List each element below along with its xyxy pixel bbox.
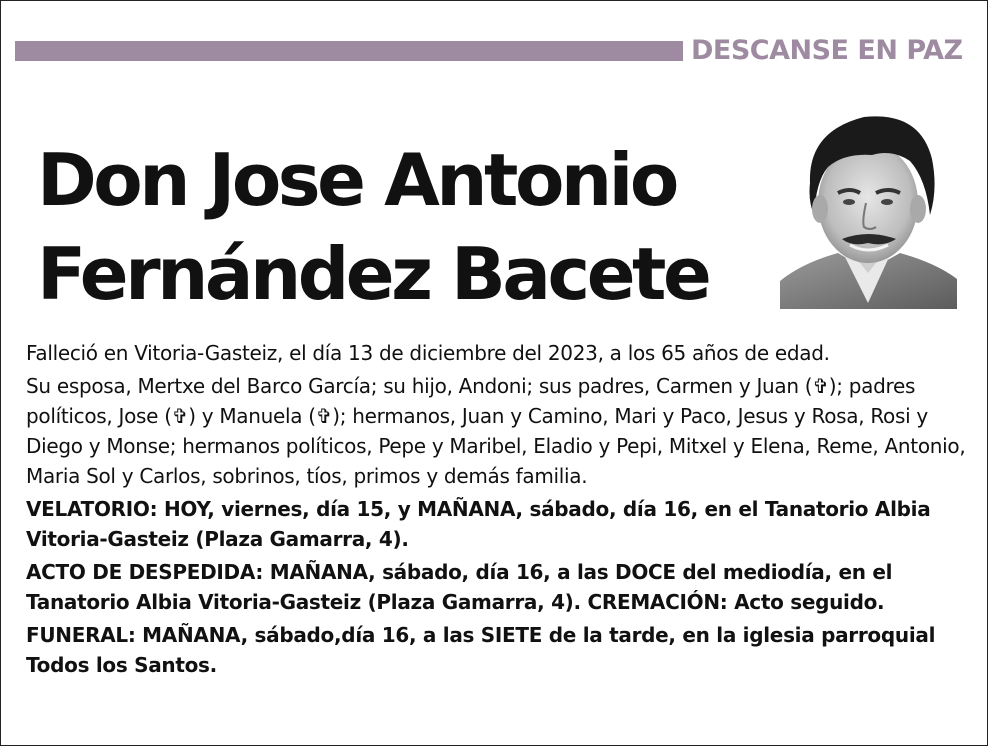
obituary-body xyxy=(26,338,966,683)
farewell-paragraph: ACTO DE DESPEDIDA: MAÑANA, sábado, día 16, a las DOCE del mediodía, en el Tanatorio Albia Vitoria-Gasteiz (Plaza Gamarra, 4). CREMACIÓN: Acto seguido. xyxy=(26,560,893,614)
name-line-2: Fernández Bacete xyxy=(37,232,709,316)
funeral-paragraph: FUNERAL: MAÑANA, sábado,día 16, a las SIETE de la tarde, en la iglesia parroquial Todos los Santos. xyxy=(26,623,936,677)
name-line-1: Don Jose Antonio xyxy=(37,138,676,222)
deceased-name xyxy=(37,133,737,321)
wake-paragraph: VELATORIO: HOY, viernes, día 15, y MAÑANA, sábado, día 16, en el Tanatorio Albia Vitoria-Gasteiz (Plaza Gamarra, 4). xyxy=(26,497,931,551)
section-kicker: DESCANSE EN PAZ xyxy=(691,35,963,66)
death-notice-paragraph: Falleció en Vitoria-Gasteiz, el día 13 de diciembre del 2023, a los 65 años de edad. xyxy=(26,341,830,365)
header-rule xyxy=(15,41,683,61)
portrait-photo xyxy=(780,103,957,309)
family-paragraph: Su esposa, Mertxe del Barco García; su hijo, Andoni; sus padres, Carmen y Juan (✞); padres políticos, Jose (✞) y Manuela (✞); hermanos, Juan y Camino, Mari y Paco, Jesus y Rosa, Rosi y Diego y Monse; hermanos políticos, Pepe y Maribel, Eladio y Pepi, Mitxel y Elena, Reme, Antonio, Maria Sol y Carlos, sobrinos, tíos, primos y demás familia. xyxy=(26,374,966,488)
